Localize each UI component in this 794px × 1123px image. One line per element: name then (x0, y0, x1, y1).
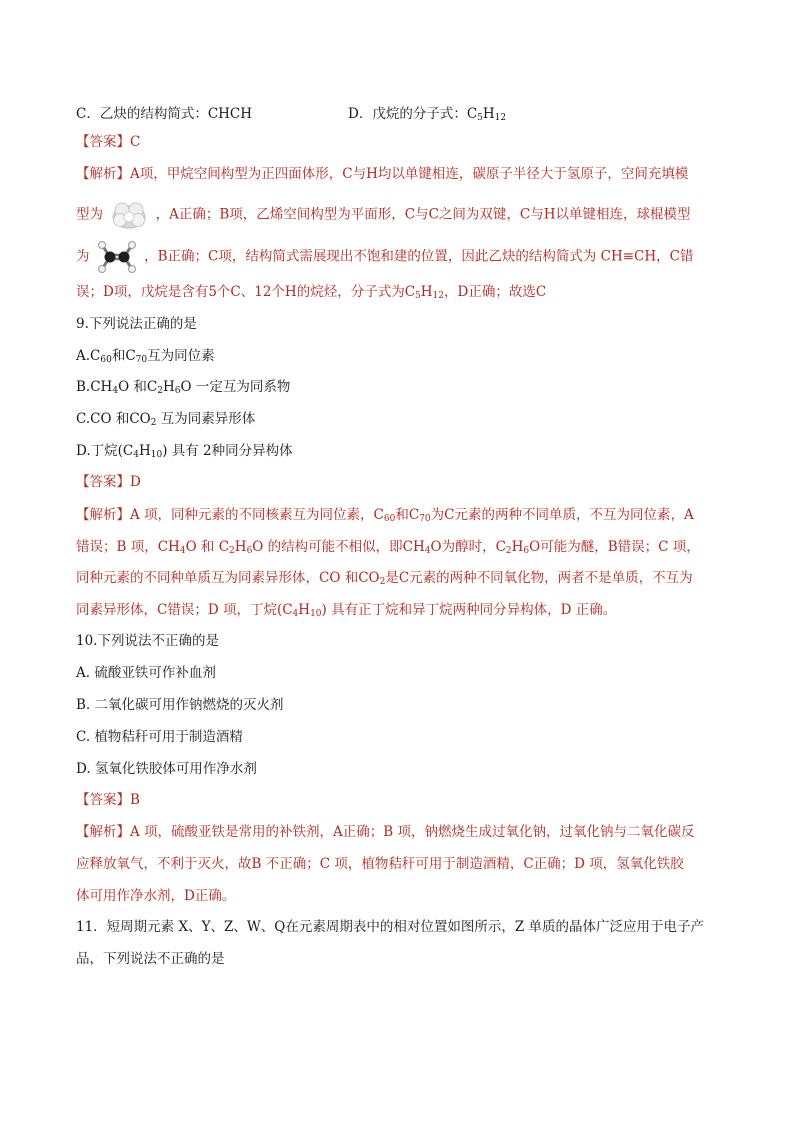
q8-explain-line-2: 型为 ，A正确；B项，乙烯空间构型为平面形，C与C之间为双键，C与H以单键相连，球棍模型 (76, 200, 726, 226)
q10-explain-line-3: 体可用作净水剂，D正确。 (76, 888, 236, 904)
q9-explain-line-1: 【解析】A 项，同种元素的不同核素互为同位素，$C_{60}$和$C_{70}$为C元素的两种不同单质，不互为同位素，A (76, 507, 694, 524)
q8-explain-line-4: 误；D项，戊烷是含有5个C、12个H的烷烃，分子式为$C_5H_{12}$，D正确；故选C (76, 284, 547, 301)
q11-stem-line-1: 11．短周期元素 X、Y、Z、W、Q在元素周期表中的相对位置如图所示，Z 单质的晶体广泛应用于电子产 (76, 919, 704, 935)
q10-option-d: D. 氢氧化铁胶体可用作净水剂 (76, 761, 257, 777)
q9-stem: 9.下列说法正确的是 (76, 316, 197, 332)
q10-stem: 10.下列说法不正确的是 (76, 633, 219, 649)
q9-option-b: $B.CH_4O$ 和$C_2H_6O$ 一定互为同系物 (76, 379, 291, 396)
q9-explain-line-3: 同种元素的不同种单质互为同素异形体，CO 和$CO_2$是C元素的两种不同氧化物，两者不是单质，不互为 (76, 570, 693, 587)
q10-explain-line-2: 应释放氧气，不利于灭火，故B 不正确；C 项，植物秸秆可用于制造酒精，C正确；D 项，氢氧化铁胶 (76, 856, 684, 872)
q8-explain-line-3: 为 ，B正确；C项，结构简式需展现出不饱和建的位置，因此乙炔的结构简式为 CH≡CH，C错 (76, 240, 726, 270)
q10-option-c: C. 植物秸秆可用于制造酒精 (76, 729, 243, 745)
q9-explain-line-2: 错误；B 项，$CH_4O$ 和 $C_2H_6O$ 的结构可能不相似，即$CH_4O$为醇时，$C_2H_6O$可能为醚，B错误；C 项， (76, 539, 700, 556)
q8-option-c: C．乙炔的结构简式：CHCH (76, 106, 253, 122)
q11-stem-line-2: 品，下列说法不正确的是 (76, 951, 225, 967)
ethylene-ball-stick-model-icon (94, 240, 140, 274)
q10-explain-line-1: 【解析】A 项，硫酸亚铁是常用的补铁剂，A正确；B 项，钠燃烧生成过氧化钠，过氧化钠与二氧化碳反 (76, 824, 695, 840)
q10-option-a: A. 硫酸亚铁可作补血剂 (76, 665, 216, 681)
q9-answer: 【答案】D (76, 474, 141, 490)
q8-explain-line-1: 【解析】A项，甲烷空间构型为正四面体形，C与H均以单键相连，碳原子半径大于氢原子，空间充填模 (76, 166, 689, 182)
q10-answer: 【答案】B (76, 792, 140, 808)
q9-explain-line-4: 同素异形体，C错误；D 项，丁烷$(C_4H_{10})$ 具有正丁烷和异丁烷两种同分异构体，D 正确。 (76, 602, 617, 619)
methane-space-filling-model-icon (107, 200, 151, 230)
q9-option-a: $A.C_{60}$和$C_{70}$互为同位素 (76, 348, 215, 365)
q9-option-c: C.CO 和$CO_2$ 互为同素异形体 (76, 411, 256, 428)
q8-option-d: D．戊烷的分子式：$C_5H_{12}$ (348, 106, 507, 123)
q8-answer: 【答案】C (76, 134, 141, 150)
q10-option-b: B. 二氧化碳可用作钠燃烧的灭火剂 (76, 697, 284, 713)
q9-option-d: D.丁烷$(C_4H_{10})$ 具有 2种同分异构体 (76, 443, 293, 460)
